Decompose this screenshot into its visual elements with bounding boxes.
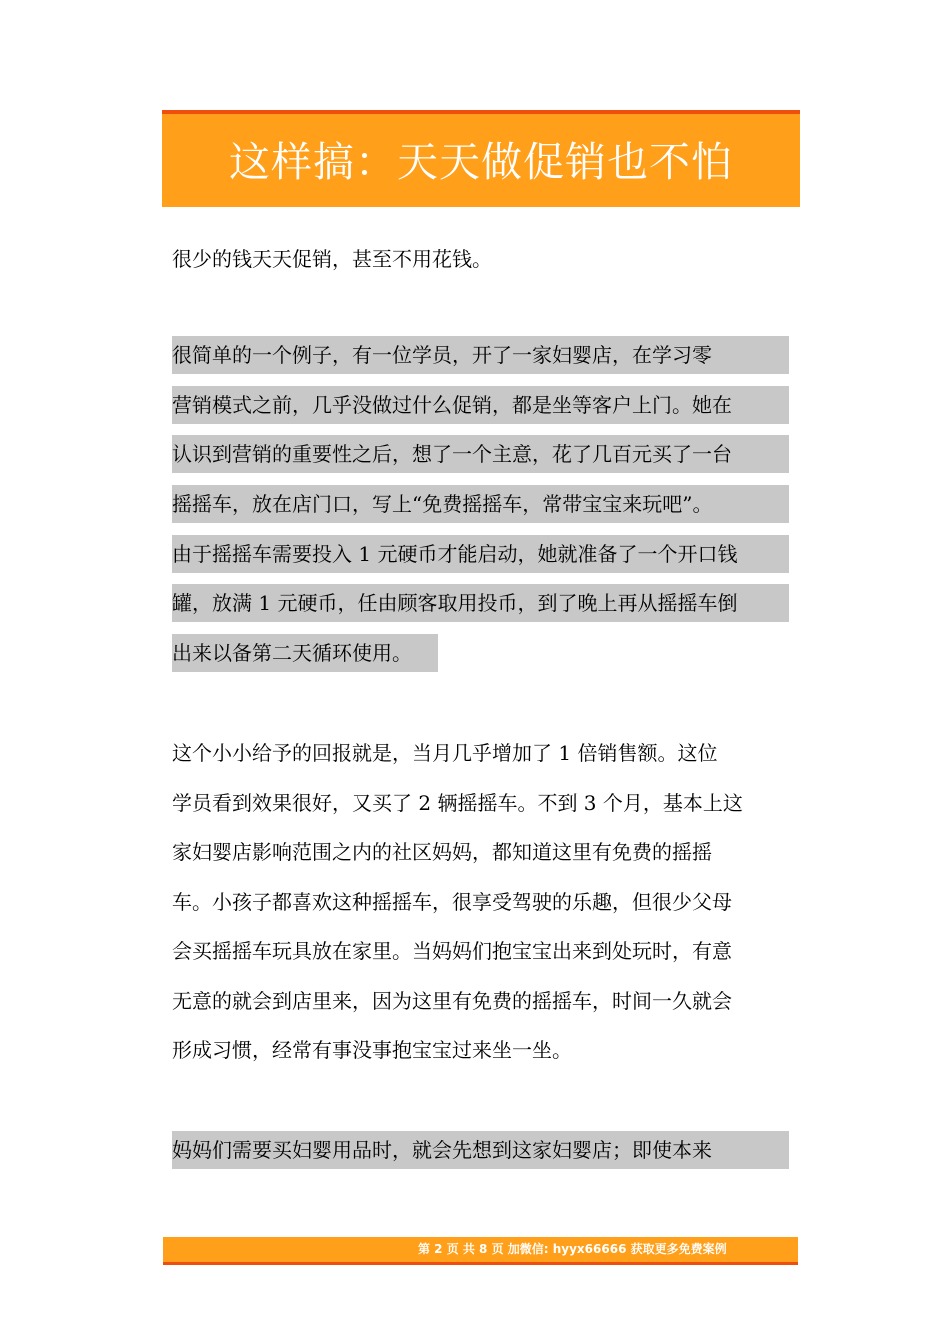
highlighted-text-line: 摇摇车，放在店门口，写上“免费摇摇车，常带宝宝来玩吧”。 xyxy=(172,485,789,523)
text-line: 学员看到效果很好，又买了 2 辆摇摇车。不到 3 个月，基本上这 xyxy=(172,791,743,815)
text-line: 形成习惯，经常有事没事抱宝宝过来坐一坐。 xyxy=(172,1038,572,1062)
highlighted-text-line: 营销模式之前，几乎没做过什么促销，都是坐等客户上门。她在 xyxy=(172,386,789,424)
text-line: 家妇婴店影响范围之内的社区妈妈，都知道这里有免费的摇摇 xyxy=(172,840,712,864)
page-title: 这样搞：天天做促销也不怕 xyxy=(229,138,733,186)
footer-text: 第 2 页 共 8 页 加微信: hyyx66666 获取更多免费案例 xyxy=(418,1242,727,1256)
text-line: 很少的钱天天促销，甚至不用花钱。 xyxy=(172,247,492,271)
page-footer xyxy=(163,1237,798,1265)
highlighted-text-line: 认识到营销的重要性之后，想了一个主意，花了几百元买了一台 xyxy=(172,435,789,473)
highlighted-text-line: 出来以备第二天循环使用。 xyxy=(172,634,438,672)
text-line: 会买摇摇车玩具放在家里。当妈妈们抱宝宝出来到处玩时，有意 xyxy=(172,939,732,963)
title-banner xyxy=(162,110,800,207)
highlighted-text-line: 妈妈们需要买妇婴用品时，就会先想到这家妇婴店；即使本来 xyxy=(172,1131,789,1169)
text-line: 车。小孩子都喜欢这种摇摇车，很享受驾驶的乐趣，但很少父母 xyxy=(172,890,732,914)
highlighted-text-line: 罐，放满 1 元硬币，任由顾客取用投币，到了晚上再从摇摇车倒 xyxy=(172,584,789,622)
text-line: 这个小小给予的回报就是，当月几乎增加了 1 倍销售额。这位 xyxy=(172,741,718,765)
highlighted-text-line: 很简单的一个例子，有一位学员，开了一家妇婴店，在学习零 xyxy=(172,336,789,374)
highlighted-text-line: 由于摇摇车需要投入 1 元硬币才能启动，她就准备了一个开口钱 xyxy=(172,535,789,573)
text-line: 无意的就会到店里来，因为这里有免费的摇摇车，时间一久就会 xyxy=(172,989,732,1013)
